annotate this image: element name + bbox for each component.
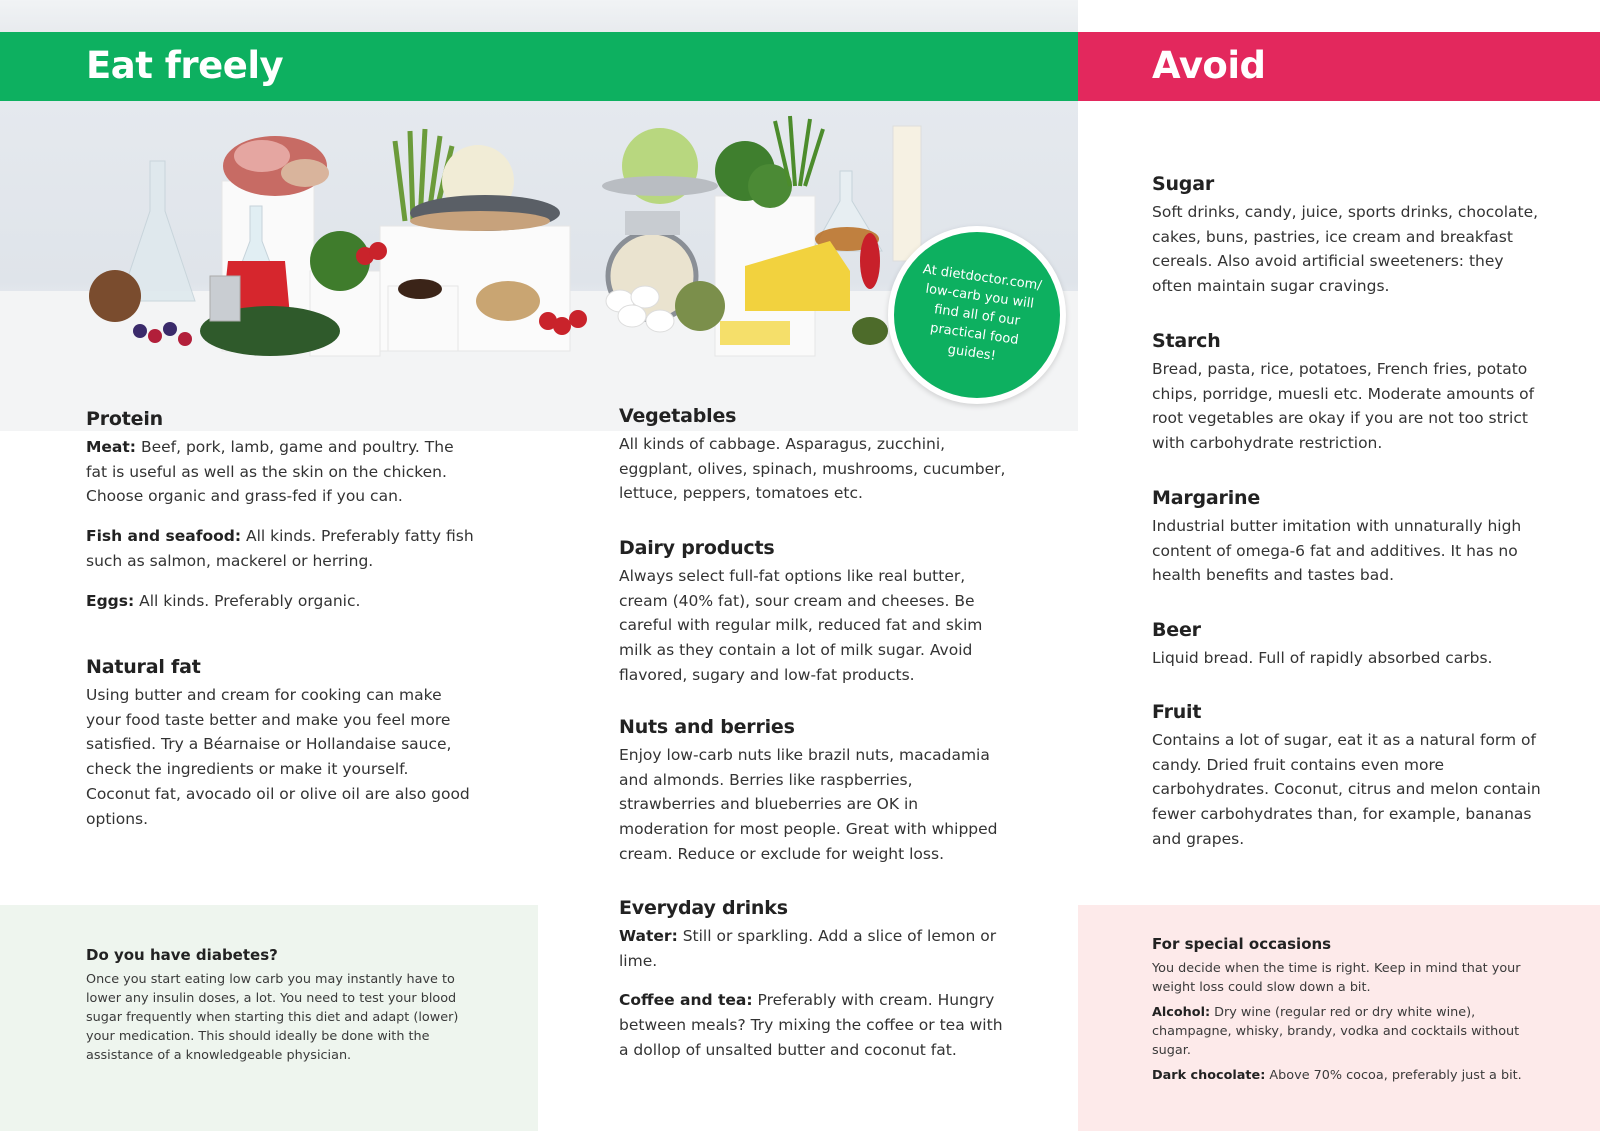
water-paragraph <box>619 924 1009 973</box>
eggs-text: All kinds. Preferably organic. <box>134 591 361 610</box>
beer-section <box>1152 619 1547 671</box>
drinks-heading: Everyday drinks <box>619 897 788 919</box>
coffee-label: Coffee and tea: <box>619 991 753 1010</box>
eggs-paragraph <box>86 589 476 614</box>
dietdoctor-callout <box>888 226 1066 404</box>
starch-heading: Starch <box>1152 330 1221 352</box>
beer-text: Liquid bread. Full of rapidly absorbed carbs. <box>1152 649 1493 667</box>
callout-text: At dietdoctor.com/ low-carb you will find all of our practical food guides! <box>921 261 1043 364</box>
nuts-heading: Nuts and berries <box>619 716 795 738</box>
chocolate-text: Above 70% cocoa, preferably just a bit. <box>1265 1068 1522 1083</box>
water-label: Water: <box>619 927 678 945</box>
protein-heading: Protein <box>86 408 163 430</box>
margarine-text: Industrial butter imitation with unnaturally high content of omega-6 fat and additives. It has no health benefits and tastes bad. <box>1152 517 1522 585</box>
eggs-label: Eggs: <box>86 591 135 610</box>
vegetables-heading: Vegetables <box>619 405 737 427</box>
beer-heading: Beer <box>1152 619 1201 641</box>
vegetables-section <box>619 405 1009 506</box>
fruit-text: Contains a lot of sugar, eat it as a natural form of candy. Dried fruit contains even more carbohydrates. Coconut, citrus and melon contain fewer carbohydrates than, for example, bananas and grapes. <box>1152 731 1541 848</box>
alcohol-label: Alcohol: <box>1152 1005 1211 1020</box>
natural-fat-text: Using butter and cream for cooking can make your food taste better and make you feel more satisfied. Try a Béarnaise or Hollandaise sauce, check the ingredients or make it yourself. Coconut fat, avocado oil or olive oil are also good options. <box>86 686 470 828</box>
starch-section <box>1152 330 1547 456</box>
meat-paragraph <box>86 435 476 509</box>
diabetes-heading: Do you have diabetes? <box>86 946 278 964</box>
special-heading: For special occasions <box>1152 935 1332 953</box>
fish-paragraph <box>86 524 476 573</box>
nuts-section <box>619 716 1009 867</box>
dairy-text: Always select full-fat options like real butter, cream (40% fat), sour cream and cheeses. Be careful with regular milk, reduced fat and skim milk as they contain a lot of milk sugar. Avoid flavored, sugary and low-fat products. <box>619 567 983 684</box>
meat-text: Beef, pork, lamb, game and poultry. The fat is useful as well as the skin on the chicken. Choose organic and grass-fed if you can. <box>86 438 454 506</box>
nuts-text: Enjoy low-carb nuts like brazil nuts, macadamia and almonds. Berries like raspberries, strawberries and blueberries are OK in moderation for most people. Great with whipped cream. Reduce or exclude for weight loss. <box>619 746 998 863</box>
protein-section <box>86 408 476 613</box>
dairy-heading: Dairy products <box>619 537 775 559</box>
special-intro: You decide when the time is right. Keep in mind that your weight loss could slow down a bit. <box>1152 961 1521 995</box>
alcohol-text: Dry wine (regular red or dry white wine), champagne, whisky, brandy, vodka and cocktails without sugar. <box>1152 1005 1520 1058</box>
coffee-paragraph <box>619 988 1009 1062</box>
fish-text: All kinds. Preferably fatty fish such as salmon, mackerel or herring. <box>86 527 474 570</box>
starch-text: Bread, pasta, rice, potatoes, French fries, potato chips, porridge, muesli etc. Moderate amounts of root vegetables are okay if you are not too strict with carbohydrate restriction. <box>1152 360 1535 453</box>
eat-freely-title: Eat freely <box>86 44 284 87</box>
diabetes-content <box>86 946 466 1065</box>
drinks-section <box>619 897 1009 1063</box>
vegetables-text: All kinds of cabbage. Asparagus, zucchini, eggplant, olives, spinach, mushrooms, cucumber, lettuce, peppers, tomatoes etc. <box>619 435 1006 503</box>
chocolate-paragraph <box>1152 1066 1552 1085</box>
sugar-text: Soft drinks, candy, juice, sports drinks, chocolate, cakes, buns, pastries, ice cream and breakfast cereals. Also avoid artificial sweeteners: they often maintain sugar cravings. <box>1152 203 1539 296</box>
dairy-section <box>619 537 1009 688</box>
chocolate-label: Dark chocolate: <box>1152 1068 1266 1083</box>
fruit-section <box>1152 701 1547 852</box>
top-strip <box>0 0 1078 32</box>
alcohol-paragraph <box>1152 1003 1552 1060</box>
diabetes-text: Once you start eating low carb you may instantly have to lower any insulin doses, a lot. You need to test your blood sugar frequently when starting this diet and adapt (lower) your medication. This should ideally be done with the assistance of a knowledgeable physician. <box>86 972 459 1063</box>
water-text: Still or sparkling. Add a slice of lemon or lime. <box>619 927 997 970</box>
special-content <box>1152 935 1552 1085</box>
sugar-heading: Sugar <box>1152 173 1215 195</box>
sugar-section <box>1152 173 1547 299</box>
coffee-text: Preferably with cream. Hungry between meals? Try mixing the coffee or tea with a dollop of unsalted butter and coconut fat. <box>619 991 1003 1059</box>
fish-label: Fish and seafood: <box>86 527 242 546</box>
meat-label: Meat: <box>86 438 137 456</box>
natural-fat-heading: Natural fat <box>86 656 201 678</box>
margarine-section <box>1152 487 1547 588</box>
margarine-heading: Margarine <box>1152 487 1261 509</box>
avoid-title: Avoid <box>1152 44 1266 87</box>
natural-fat-section <box>86 656 476 831</box>
fruit-heading: Fruit <box>1152 701 1202 723</box>
